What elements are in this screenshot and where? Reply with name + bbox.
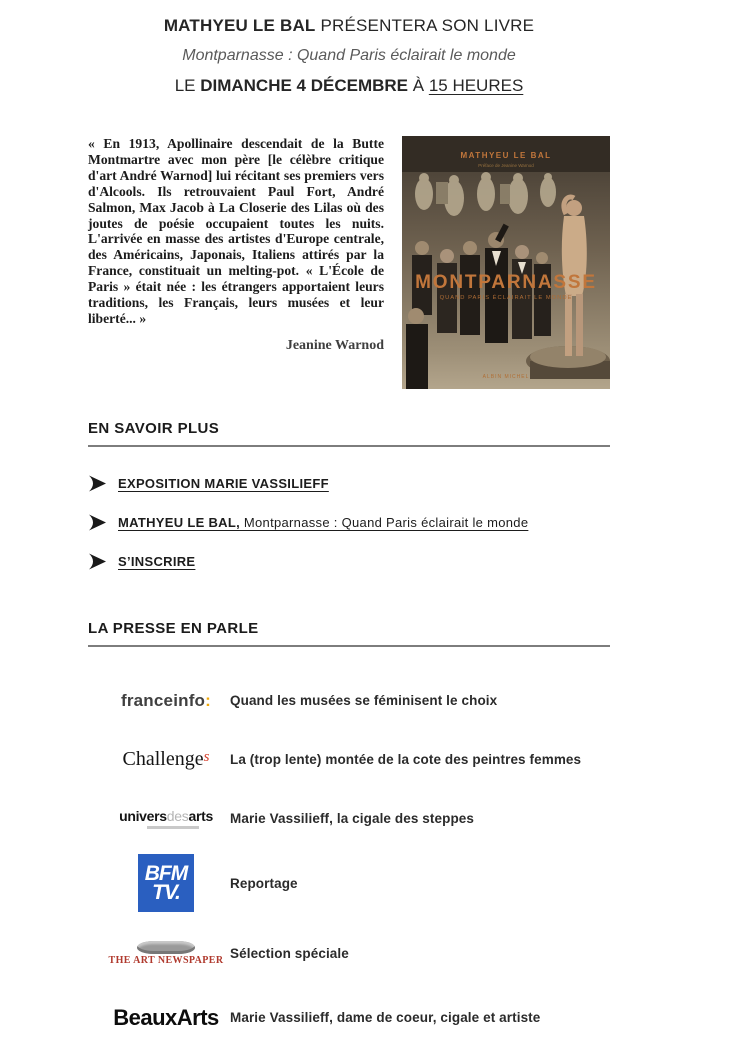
link-label[interactable] (118, 476, 329, 491)
uda-logo-part1: univers (119, 807, 167, 824)
press-row-artnewspaper[interactable] (88, 918, 610, 988)
bfmtv-logo-line1: BFM (144, 862, 188, 885)
link-label-bold: MATHYEU LE BAL, (118, 515, 240, 530)
cover-publisher: ALBIN MICHEL (482, 374, 530, 380)
link-label-bold: EXPOSITION MARIE VASSILIEFF (118, 476, 329, 491)
franceinfo-logo (88, 691, 230, 711)
artnewspaper-logo-text: THE ART NEWSPAPER (108, 954, 224, 966)
section-heading-presse: LA PRESSE EN PARLE (88, 620, 610, 647)
book-cover-image (402, 136, 610, 389)
bfmtv-logo-line2: TV. (152, 881, 180, 904)
press-headline: Sélection spéciale (230, 945, 349, 961)
press-headline: Quand les musées se féminisent le choix (230, 693, 498, 708)
uda-logo-tagline (147, 826, 199, 829)
link-label[interactable] (118, 515, 528, 530)
press-headline: Marie Vassilieff, dame de coeur, cigale et artiste (230, 1010, 541, 1025)
press-headline: La (trop lente) montée de la cote des peintres femmes (230, 752, 582, 767)
event-title-rest: PRÉSENTERA SON LIVRE (315, 16, 535, 35)
arrow-right-icon (88, 553, 107, 570)
press-row-franceinfo[interactable] (88, 671, 610, 730)
book-cover (402, 136, 610, 394)
press-row-bfmtv[interactable] (88, 848, 610, 918)
book-title-italic: Montparnasse : Quand Paris éclairait le monde (182, 47, 516, 64)
press-row-beauxarts[interactable] (88, 988, 610, 1047)
link-book[interactable] (88, 514, 610, 531)
link-exposition[interactable] (88, 475, 610, 492)
press-list (88, 671, 610, 1047)
artnewspaper-engraving (137, 941, 195, 954)
date-day: DIMANCHE 4 DÉCEMBRE (200, 76, 409, 95)
link-label[interactable] (118, 554, 195, 569)
date-mid: À (408, 76, 429, 95)
quote-paragraph: « En 1913, Apollinaire descendait de la Butte Montmartre avec mon père [le célèbre critique d'art André Warnod] lui récitant ses premiers vers d'Alcools. Ils retrouvaient Paul Fort, André Salmon, Max Jacob à La Closerie des Lilas où des joutes de poésie occupaient toutes les nuits. L'arrivée en masse des artistes d'Europe centrale, des Américains, Japonais, Italiens attirés par la France, constituait un melting-pot. « L'École de Paris » était née : les étrangers apportaient leurs traditions, les Français, leurs musées et leur liberté... » (88, 136, 384, 326)
bfmtv-logo (88, 854, 230, 912)
more-info-links (88, 475, 610, 570)
author-name: MATHYEU LE BAL (163, 16, 316, 35)
section-heading-en-savoir-plus: EN SAVOIR PLUS (88, 420, 610, 447)
intro-section (88, 136, 610, 394)
quote-attribution: Jeanine Warnod (285, 337, 384, 353)
cover-author: MATHYEU LE BAL (460, 151, 552, 160)
cover-subtitle: QUAND PARIS ÉCLAIRAIT LE MONDE (439, 295, 573, 301)
link-label-rest: Montparnasse : Quand Paris éclairait le monde (239, 515, 529, 530)
uda-logo-part3: arts (188, 807, 213, 824)
challenges-logo (88, 748, 230, 771)
link-inscription[interactable] (88, 553, 610, 570)
press-row-challenges[interactable] (88, 730, 610, 789)
challenges-logo-accent: s (203, 749, 210, 765)
artnewspaper-logo (88, 941, 230, 966)
press-row-universdesarts[interactable] (88, 789, 610, 848)
cover-preface: Préface de Jeanine Warnod (478, 163, 534, 168)
beauxarts-logo-text: BeauxArts (113, 1004, 219, 1030)
press-headline: Marie Vassilieff, la cigale des steppes (230, 811, 475, 826)
uda-logo-part2: des (166, 807, 189, 824)
event-date (88, 76, 610, 96)
event-title (88, 16, 610, 36)
beauxarts-logo (88, 1005, 230, 1031)
cover-title: MONTPARNASSE (415, 272, 597, 293)
date-prefix: LE (174, 76, 201, 95)
franceinfo-logo-colon: : (205, 690, 212, 710)
franceinfo-logo-text: franceinfo (120, 690, 206, 710)
event-header (88, 16, 610, 96)
quote-column (88, 136, 384, 394)
arrow-right-icon (88, 514, 107, 531)
challenges-logo-text: Challenge (122, 748, 204, 770)
universdesarts-logo (88, 809, 230, 829)
date-time-link[interactable]: 15 HEURES (428, 76, 524, 95)
press-headline: Reportage (230, 875, 298, 891)
link-label-bold: S’INSCRIRE (118, 554, 196, 569)
arrow-right-icon (88, 475, 107, 492)
